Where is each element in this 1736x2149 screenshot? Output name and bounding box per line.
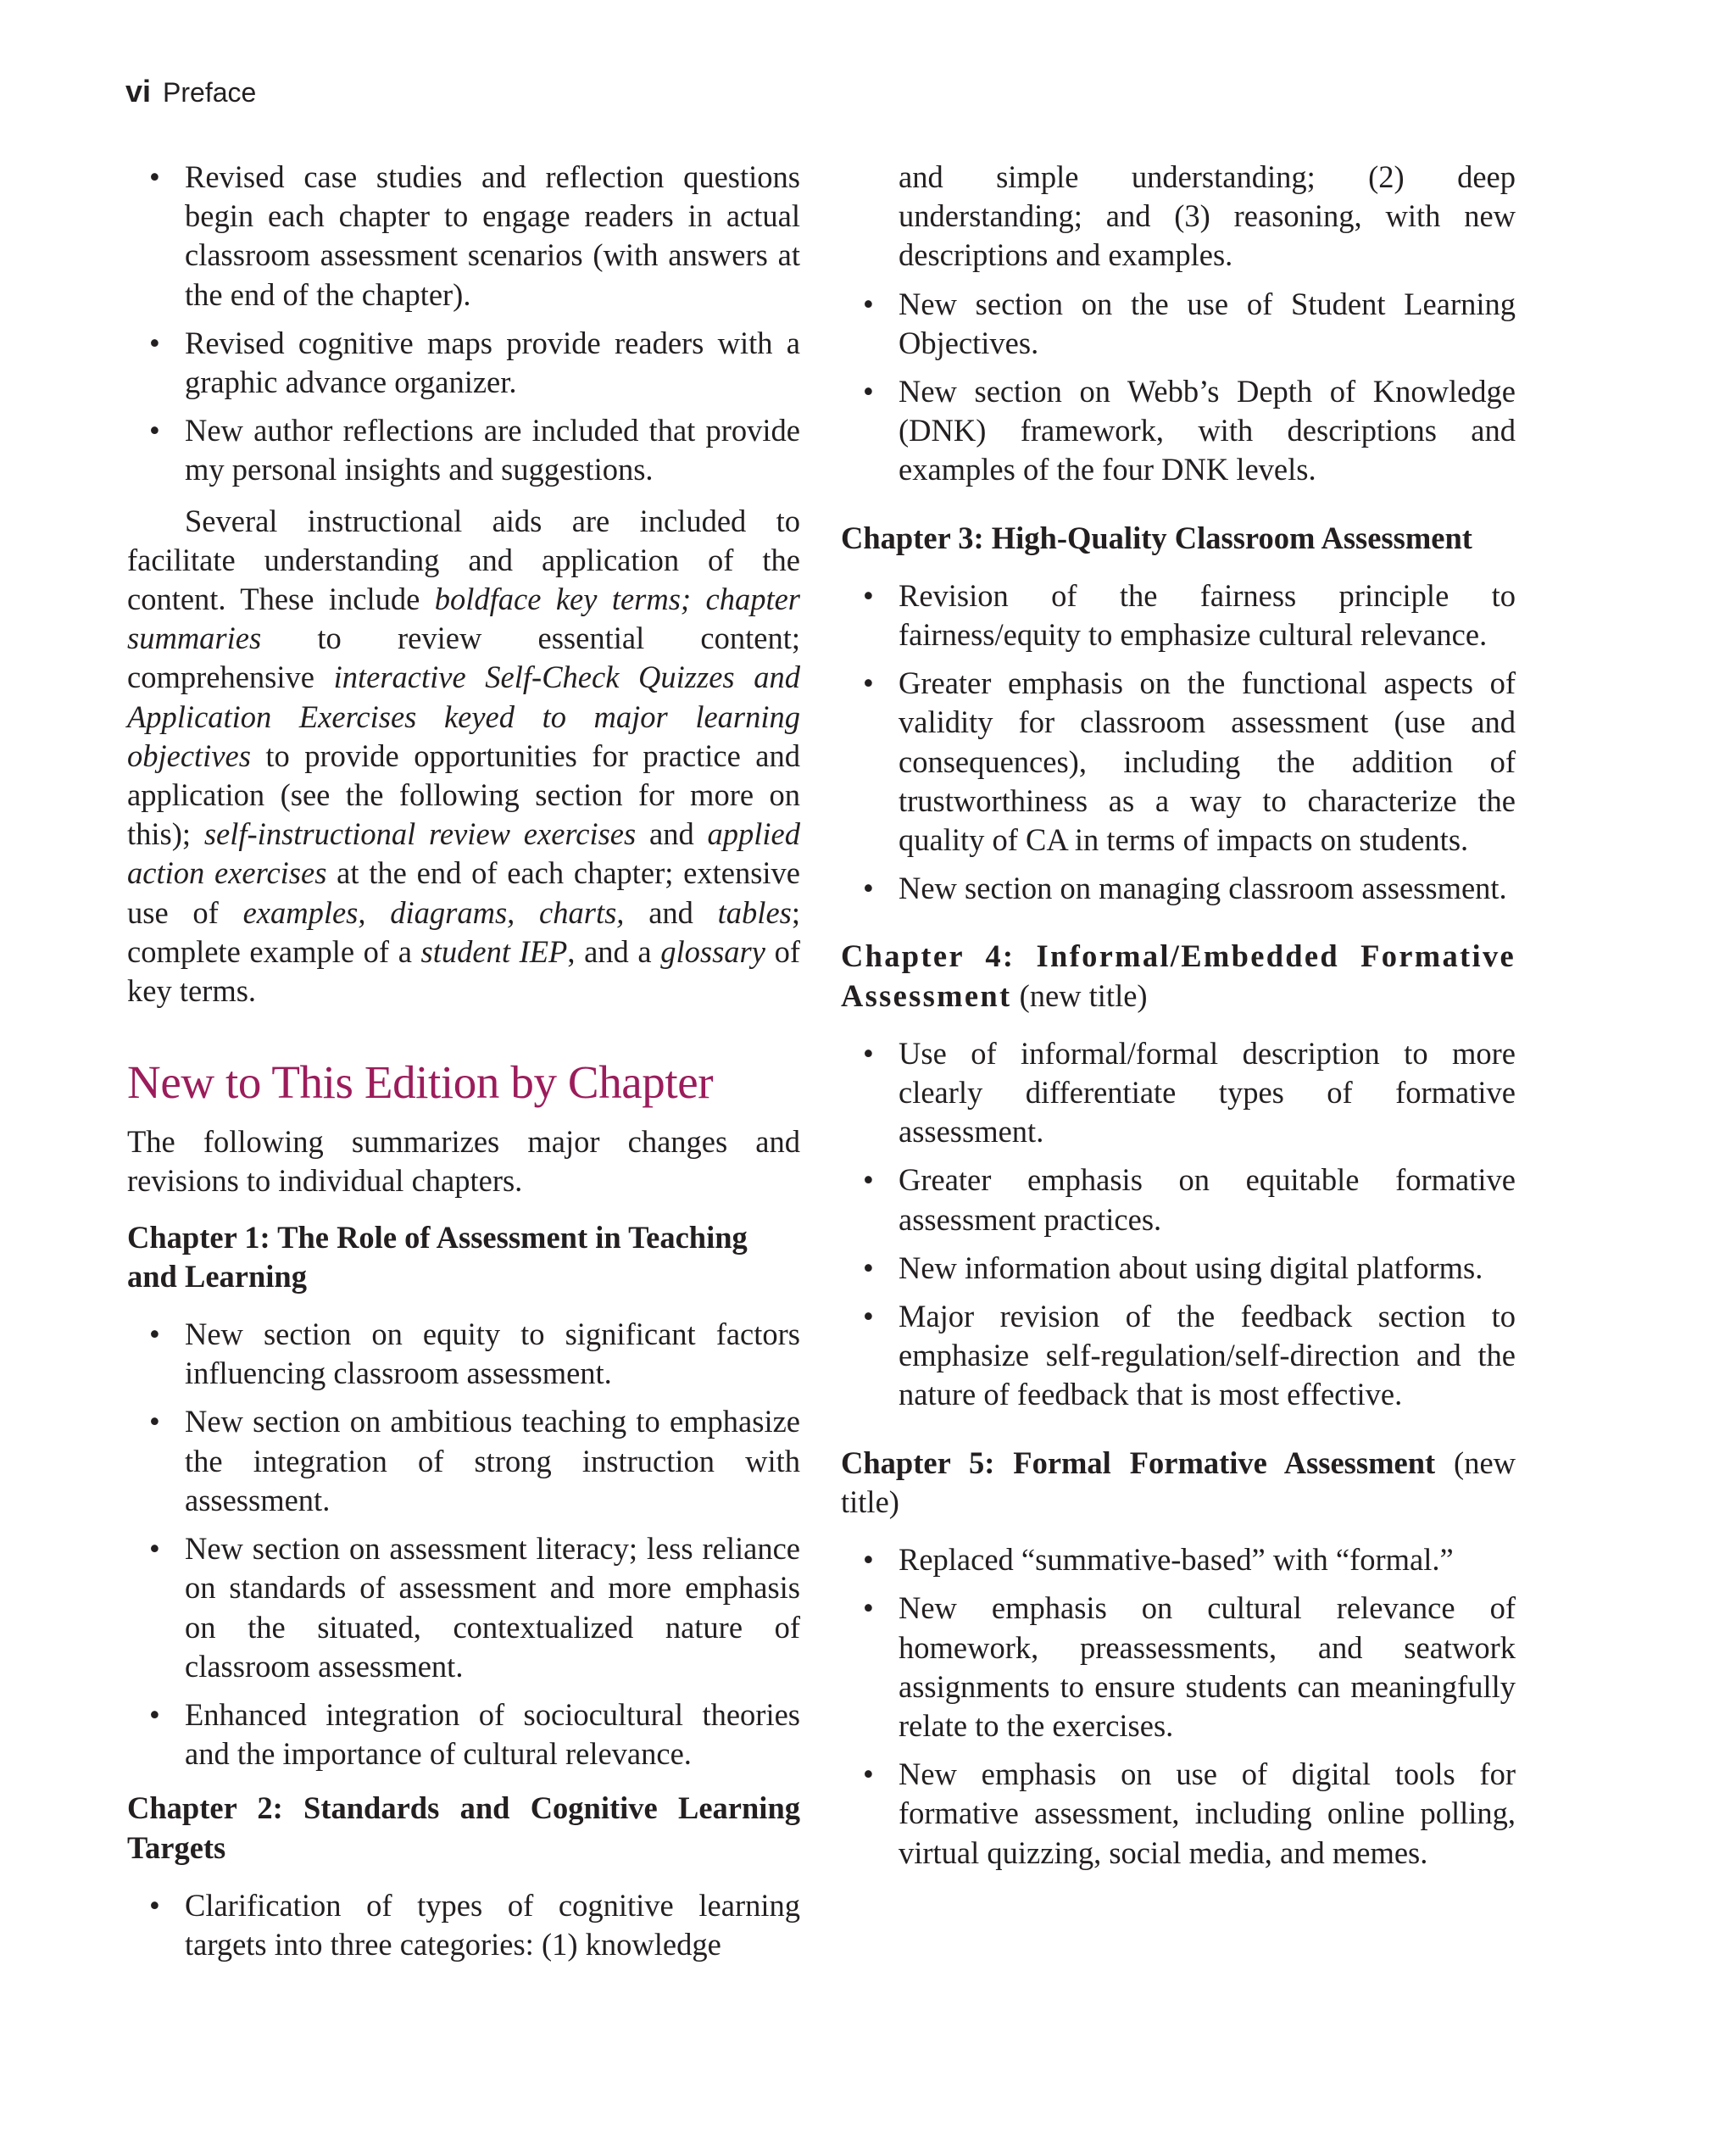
aids-text: to review essential content; comprehensive [127,621,800,695]
aids-text: Several instructional aids are included to facilitate understanding and application of the content. These include [127,503,800,617]
list-item: • New section on assessment literacy; less reliance on standards of assessment and more emphasis on the situated, contextualized nature of classroom assessment. [127,1529,800,1686]
aids-text: at the end of each chapter; extensive use of [127,855,801,930]
chapter-1-list [127,1315,800,1773]
chapter-4-note: (new title) [1011,977,1148,1013]
list-item: • Greater emphasis on equitable formative assessment practices. [841,1161,1516,1239]
aids-text: of key terms. [127,933,801,1009]
aids-italic: interactive Self-Check Quizzes and Application Exercises keyed to major learning objectives [127,660,800,773]
list-item: • Revised cognitive maps provide readers with a graphic advance organizer. [127,324,800,402]
list-item: • Replaced “summative-based” with “formal.” [841,1540,1516,1579]
chapter-5-list [841,1540,1516,1873]
running-title: Preface [163,77,257,108]
list-item: • New section on Webb’s Depth of Knowledge (DNK) framework, with descriptions and examples of the four DNK levels. [841,372,1516,490]
list-item: • New author reflections are included that provide my personal insights and suggestions. [127,411,800,489]
aids-italic: examples, diagrams, charts, [242,894,625,930]
chapter-5-title: Chapter 5: Formal Formative Assessment [841,1445,1436,1480]
list-item: • New emphasis on cultural relevance of homework, preassessments, and seatwork assignments to ensure students can meaningfully relate to the exercises. [841,1589,1516,1745]
list-item: • Revised case studies and reflection questions begin each chapter to engage readers in actual classroom assessment scenarios (with answers at the end of the chapter). [127,158,800,315]
list-item: • New section on ambitious teaching to emphasize the integration of strong instruction with assessment. [127,1402,800,1520]
right-column [841,158,1516,1882]
page-number: vi [125,74,152,109]
preface-features-list [127,158,800,490]
running-header [125,75,256,109]
chapter-3-heading: Chapter 3: High-Quality Classroom Assessment [841,520,1472,555]
chapter-2-list-continued [841,158,1516,490]
list-item: • New section on the use of Student Learning Objectives. [841,285,1516,363]
list-item: • New information about using digital platforms. [841,1249,1516,1288]
list-item: • Major revision of the feedback section to emphasize self-regulation/self-direction and the nature of feedback that is most effective. [841,1297,1516,1415]
list-item: • New emphasis on use of digital tools for formative assessment, including online polling, virtual quizzing, social media, and memes. [841,1755,1516,1873]
aids-text: and [624,894,718,930]
aids-italic: student IEP [420,933,568,969]
aids-italic: applied action exercises [127,816,800,891]
aids-text: ; complete example of a [127,894,800,969]
chapter-2-heading: Chapter 2: Standards and Cognitive Learning Targets [127,1790,800,1865]
instructional-aids-paragraph [127,502,800,1011]
aids-text: and [636,816,708,852]
aids-text: , and a [567,933,661,969]
section-intro: The following summarizes major changes and revisions to individual chapters. [127,1124,800,1199]
aids-text: to provide opportunities for practice and application (see the following section for more on this); [127,738,800,852]
list-item: • Revision of the fairness principle to fairness/equity to emphasize cultural relevance. [841,576,1516,654]
aids-italic: glossary [660,933,765,969]
chapter-2-list [127,1886,800,1964]
chapter-3-list [841,576,1516,909]
aids-italic: boldface key terms; chapter summaries [127,582,800,656]
list-item-continued: and simple understanding; (2) deep understanding; and (3) reasoning, with new descriptions and examples. [899,159,1516,273]
chapter-4-list [841,1034,1516,1415]
list-item: • Enhanced integration of sociocultural theories and the importance of cultural relevance. [127,1695,800,1773]
chapter-5-heading [841,1444,1516,1522]
list-item: • Greater emphasis on the functional aspects of validity for classroom assessment (use and consequences), including the addition of trustworthiness as a way to characterize the quality of CA in terms of impacts on students. [841,664,1516,860]
list-item: • Clarification of types of cognitive learning targets into three categories: (1) knowledge [127,1886,800,1964]
chapter-4-title: Chapter 4: Informal/Embedded Formative Assessment [841,938,1516,1013]
chapter-1-heading: Chapter 1: The Role of Assessment in Teaching and Learning [127,1219,748,1294]
aids-italic: tables [717,894,792,930]
list-item: • Use of informal/formal description to more clearly differentiate types of formative assessment. [841,1034,1516,1152]
chapter-5-note: (new title) [841,1445,1516,1519]
list-item: • New section on equity to significant factors influencing classroom assessment. [127,1315,800,1393]
left-column [127,158,800,1974]
list-item: • New section on managing classroom assessment. [841,869,1516,908]
chapter-4-heading [841,937,1516,1015]
aids-italic: self-instructional review exercises [203,816,637,852]
section-title: New to This Edition by Chapter [127,1056,714,1109]
